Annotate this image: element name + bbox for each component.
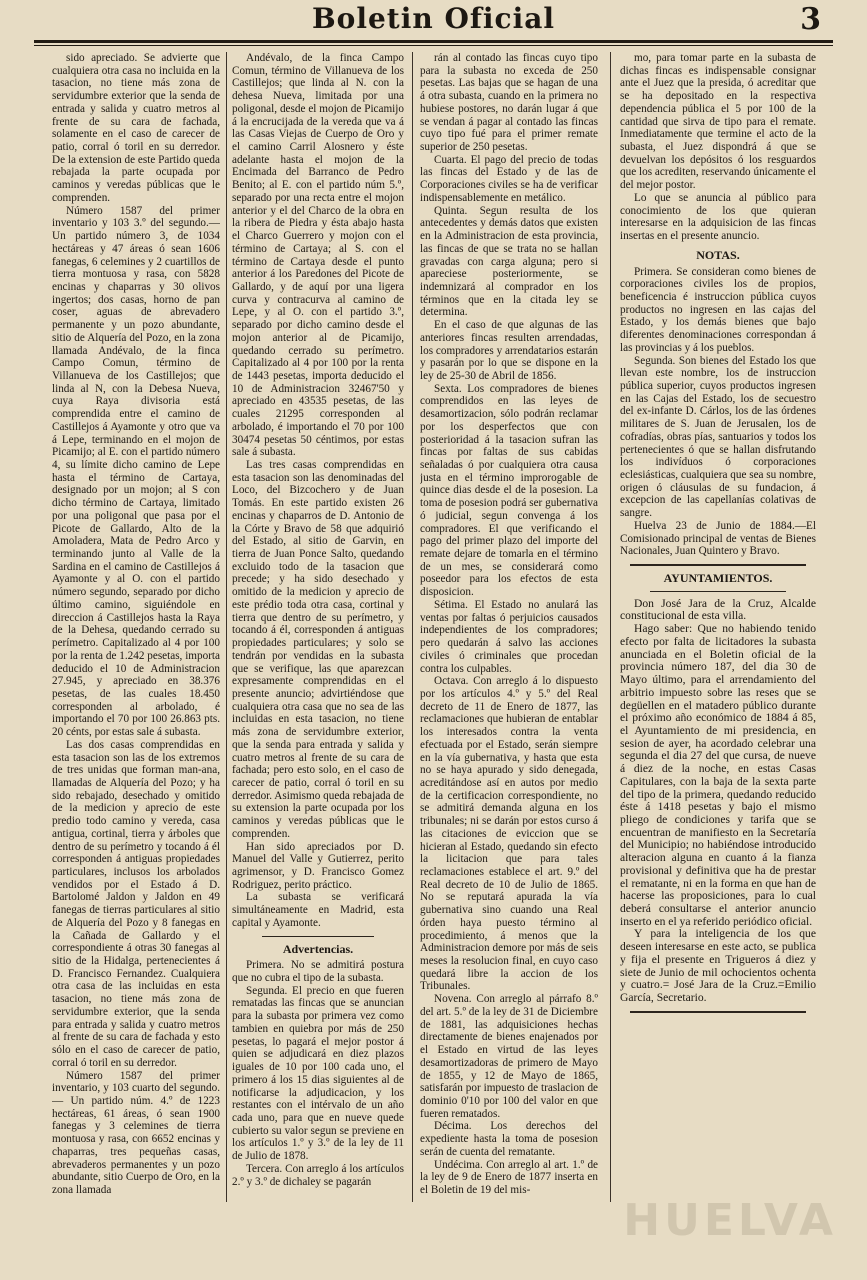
paragraph: Hago saber: Que no habiendo tenido efecto por falta de licitadores la subasta anunciada en el Boletin oficial de la provincia número 187, del dia 30 de Mayo último, para el arrendamiento del arbitrio impuesto sobre las reses que se degüellen en el matadero público durante el próximo año económico de 1884 á 85, el Ayuntamiento de mi presidencia, en sesion de ayer, ha acordado celebrar una segunda el dia 27 del que cursa, de nueve á diez de la noche, en estas Casas Capitulares, con la baja de la sexta parte del tipo de la primera, quedando reducido éste á 1418 pesetas y bajo el mismo pliego de condiciones y tarifa que se encuentran de manifiesto en la Secretaría del Municipio; no habiéndose introducido alteracion alguna en cuanto á la fianza provisional y definitiva que ha de prestar el rematante, ni en la forma en que han de hacerse las proposiciones, para lo cual deberá consultarse el anterior anuncio inserto en el ya referido periódico oficial. [620,622,816,928]
column-divider [412,52,413,1202]
column-3 [420,52,598,1212]
paragraph: Huelva 23 de Junio de 1884.—El Comisionado principal de ventas de Bienes Nacionales, Juan Quintero y Bravo. [620,519,816,558]
paragraph: Quinta. Segun resulta de los antecedentes y demás datos que existen en la Administracion de esta provincia, las fincas de que se trata no se hallan gravadas con carga alguna; pero si apareciese posteriormente, se indemnizará al comprador en los términos que en la citada ley se determina. [420,204,598,319]
section-rule [630,564,806,566]
paragraph: Tercera. Con arreglo á los artículos 2.º y 3.º de dichaley se pagarán [232,1162,404,1188]
paragraph: Y para la inteligencia de los que deseen interesarse en este acto, se publica y fija el presente en Trigueros á diez y siete de Junio de mil ochocientos ochenta y cuatro.= José Jara de la Cruz.=Emilio García, Secretario. [620,927,816,1005]
header-rule [34,40,833,43]
ayuntamientos-section [620,598,816,1005]
paragraph: rán al contado las fincas cuyo tipo para la subasta no exceda de 250 pesetas. Las bajas que se hagan de una á otra subasta, cuando en la primera no hubiese postores, no darán lugar á que se vendan á pagar al contado las fincas cuyo tipo fué para el primer remate superior de 250 pesetas. [420,52,598,154]
paragraph: En el caso de que algunas de las anteriores fincas resulten arrendadas, los compradores y arrendatarios estarán y pasarán por lo que se dispone en la ley de 25-30 de Abril de 1856. [420,319,598,382]
paragraph: Número 1587 del primer inventario y 103 3.º del segundo.—Un partido número 3, de 1034 hectáreas y 47 áreas ó sean 1606 fanegas, 6 celemines y 2 cuartillos de tierra montuosa y rasa, con 5828 encinas y chaparras y 30 olivos ingertos; dos casas, horno de pan coser, aguas de abrevadero permanente y un pozo abundante, sitio de Alquería del Pozo, en la zona llamada Andévalo, de la finca Campo Comun, término de Villanueva de los Castillejos; que linda al N, con la Debesa Nueva, cuya Raya divisoria está comprendida entre el camino de Castillejos á Ayamonte y otro que va á Lepe, terminando en el mojon de Picamijo; al E. con el partido número 4, su límite dicho camino de Lepe hasta el término de Cartaya, designado por un mojon; al S con dicho término de Cartaya, limitado por una poligonal que pasa por el Picote de Gallardo, Alto de la Amoladera, Mata de Pedro Arco y terminando junto al Valle de la Sardina en el camino de Castillejos á Ayamonte y al O. con el partido número segundo, separado por dicho último camino, siguiéndole en direccion á Castillejos hasta la Raya de la Dehesa, quedando cerrado su perímetro. Capitalizado al 4 por 100 por la renta de 1.242 pesetas, importa deducido el 10 de Administracion 27.945, y apreciado en 38.376 pesetas, de las cuales 18.450 corresponden al arbolado, é importando el 70 por 100 26.863 pts. 20 cénts, por estas sale á subasta. [52,204,220,739]
paragraph: mo, para tomar parte en la subasta de dichas fincas es indispensable consignar ante el Juez que la presida, ó acreditar que se ha depositado en la respectiva dependencia pública el 5 por 100 de la cantidad que sirva de tipo para el remate. Inmediatamente que termine el acto de la subasta, el Juez dispondrá á que se devuelvan los depósitos ó los resguardos que los acrediten, reservando únicamente el del mejor postor. [620,52,816,192]
section-rule [650,591,786,592]
paragraph: Novena. Con arreglo al párrafo 8.º del art. 5.º de la ley de 31 de Diciembre de 1881, las adquisiciones hechas directamente de bienes enajenados por el Estado en virtud de las leyes desamortizadoras de primero de Mayo de 1855, y 12 de Mayo de 1865, satisfarán por impuesto de traslacion de dominio 0'10 por 100 del valor en que fueren rematados. [420,993,598,1120]
paragraph: sido apreciado. Se advierte que cualquiera otra casa no incluida en la tasacion, no tiene más zona de servidumbre exterior que la senda de entrada y salida y cuatro metros al frente de su cara de fachada, solamente en el caso de carecer de patio, corral ó toril en su derredor. De la extension de este Partido queda rebajada la parte ocupada por caminos y veredas públicas que le comprenden. [52,52,220,204]
paragraph: Andévalo, de la finca Campo Comun, término de Villanueva de los Castillejos; que linda al N. con la dehesa Nueva, limitada por una poligonal, desde el mojon de Picamijo á la encrucijada de la vereda que va á las Casas Viejas de Cuerpo de Oro y el camino Carril Alosnero y éste adelante hasta el mojon de la Encimada del Barranco de Pedro Benito; al E. con el partido núm 5.º, separado por una recta entre el mojon anterior y el del Charco de la obra en la ribera de Piedra y ésta abajo hasta el Charco Guerrero y mojon con el término de Cartaya; al S. con el término de Cartaya desde el punto anterior á los Paredones del Picote de Gallardo, y de aquí por una ligera curva y contracurva al camino de Lepe, y al O. con el partido 3.º, separado por dicho camino desde el mojon anterior al de Picamijo, quedando cerrado su perímetro. Capitalizado al 4 por 100 por la renta de 1443 pesetas, importa deducido el 10 de Administracion 32467'50 y apreciado en 43535 pesetas, de las cuales 21295 corresponden al arbolado, é importando el 70 por 100 30474 pesetas 50 céntimos, por estas sale á subasta. [232,52,404,459]
paragraph: Han sido apreciados por D. Manuel del Valle y Gutierrez, perito agrimensor, y D. Francisco Gomez Rodriguez, perito práctico. [232,840,404,891]
paragraph: Primera. No se admitirá postura que no cubra el tipo de la subasta. [232,959,404,985]
section-rule [262,936,374,937]
paragraph: Undécima. Con arreglo al art. 1.º de la ley de 9 de Enero de 1877 inserta en el Boletin de 19 del mis- [420,1158,598,1196]
paragraph: Octava. Con arreglo á lo dispuesto por los artículos 4.º y 5.º del Real decreto de 11 de Enero de 1877, las reclamaciones que hubieran de entablar los interesados contra la venta efectuada por el Estado, serán siempre en la vía gubernativa, y hasta que esta no se haya apurado y sido denegada, acreditándose así en autos por medio de la certificacion correspondiente, no se admitirá demanda alguna en los tribunales; ni se darán por estos curso á las citaciones de eviccion que se hicieran al Estado, quedando sin efecto la licitacion que para tales reclamaciones establece el art. 9.º del Real decreto de 10 de Julio de 1865. No se reputará apurada la vía gubernativa sino cuando una Real órden haya puesto término al procedimiento, á menos que la Administracion demore por más de seis meses la resolucion final, en cuyo caso quedará libre la accion de los Tribunales. [420,675,598,993]
paragraph: Lo que se anuncia al público para conocimiento de los que quieran interesarse en la adquisicion de las fincas insertas en el presente anuncio. [620,191,816,243]
advertencias-heading: Advertencias. [282,941,354,956]
paragraph: Sexta. Los compradores de bienes comprendidos en las leyes de desamortizacion, sólo podrán reclamar por los desperfectos que con posterioridad á la tasacion sufran las fincas por faltas de sus cabidas señaladas ó por cualquiera otra causa justa en el término improrogable de quince dias desde el de la posesion. La toma de posesion podrá ser gubernativa ó judicial, segun convenga á los compradores. El que verificando el pago del primer plazo del importe del remate dejare de tomarla en el término de un mes, se considerará como poseedor para los efectos de esta disposicion. [420,382,598,599]
page-number: 3 [800,2,821,37]
column-2 [232,52,404,1212]
ayuntamientos-heading: AYUNTAMIENTOS. [663,571,773,586]
column-divider [610,52,611,1202]
paragraph: Primera. Se consideran como bienes de corporaciones civiles los de propios, beneficencia é instruccion pública cuyos productos no ingresen en las cajas del Estado, y los demás bienes que bajo diferentes denominaciones correspondan á las provincias y á los pueblos. [620,265,816,354]
paragraph: Sétima. El Estado no anulará las ventas por faltas ó perjuicios causados independientes de los compradores; pero quedarán á salvo las acciones civiles ó criminales que procedan contra los culpables. [420,598,598,675]
paragraph: Don José Jara de la Cruz, Alcalde constitucional de esta villa. [620,596,816,623]
paragraph: Número 1587 del primer inventario, y 103 cuarto del segundo.— Un partido núm. 4.º de 1223 hectáreas, 61 áreas, ó sean 1900 fanegas y 3 celemines de tierra montuosa y rasa, con 6652 encinas y chaparras, tres pequeñas casas, abrevaderos permanentes y un pozo abundante, sitio Cuerpo de Oro, en la zona llamada [52,1069,220,1196]
section-rule [630,1011,806,1013]
column-4 [620,52,816,1212]
paragraph: La subasta se verificará simultáneamente en Madrid, esta capital y Ayamonte. [232,891,404,929]
paragraph: Segunda. El precio en que fueren rematadas las fincas que se anuncian para la subasta por primera vez como tambien en quiebra por más de 250 pesetas, lo pagará el mejor postor á quien se adjudicará en diez plazos iguales de 10 por 100 cada uno, el primero á los 15 dias siguientes al de notificarse la adjudicacion, y los restantes con el intérvalo de un año cada uno, para que en nueve quede cubierto su valor segun se previene en los artículos 1.º y 3.º de la ley de 11 de Julio de 1878. [232,984,404,1163]
masthead-title: Boletin Oficial [311,2,555,35]
column-1 [52,52,220,1212]
notas-heading: NOTAS. [696,247,740,262]
archive-watermark: HUELVA [623,1195,837,1246]
paragraph: Décima. Los derechos del expediente hasta la toma de posesion serán de cuenta del rematante. [420,1120,598,1158]
paragraph: Las tres casas comprendidas en esta tasacion son las denominadas del Loco, del Bizcochero y de Juan Tomás. En este partido existen 26 encinas y chaparros de D. Antonio de la Córte y Bravo de 58 que adquirió del Estado, al sitio de Garvin, en tierra de Juan Ponce Salto, quedando excluido todo de la tasacion que precede; y ha sido desechado y omitido de la medicion y aprecio de este prédio toda otra casa, cortinal y tierra que dentro de su perímetro, y tocando á él, corresponden á antiguas propiedades particulares; y solo se tendrán por vendidas en la subasta que se verifique, las que aparezcan expresamente comprendidas en el presente anuncio; advirtiéndose que cualquiera otra casa que no sea de las incluidas en esta tasacion, no tiene más zona de servidumbre exterior, que la senda para entrada y salida y cuatro metros al frente de su cara de fachada; pero esto solo, en el caso de carecer de patio, corral ó toril en su derredor. Asimismo queda rebajada de su extension la parte ocupada por los caminos y veredas públicas que le comprenden. [232,459,404,840]
paragraph: Segunda. Son bienes del Estado los que llevan este nombre, los de instruccion pública superior, cuyos productos ingresen en las Cajas del Estado, los de secuestro del ex-infante D. Cárlos, los de las órdenes militares de S. Juan de Jerusalen, los de cofradías, obras pías, santuarios y todos los pertenecientes ó que se hallan disfrutando los indivíduos ó corporaciones eclesiásticas, cualquiera que sea su nombre, origen ó cláusulas de su fundacion, á excepcion de las capellanías colativas de sangre. [620,354,816,520]
paragraph: Cuarta. El pago del precio de todas las fincas del Estado y de las de Corporaciones civiles se ha de verificar indispensablemente en metálico. [420,153,598,204]
header-rule-thin [34,45,833,46]
column-divider [226,52,227,1202]
paragraph: Las dos casas comprendidas en esta tasacion son las de los extremos de tres unidas que forman man-ana, llamadas de Alquería del Pozo; y ha sido rebajado, desechado y omitido de la medicion y aprecio de este predio todo camino y vereda, casa antigua, cortinal, tierra y árboles que dentro de su perímetro y tocando á él corresponden á antiguas propiedades particulares, inclusos los arbolados vendidos por el Estado á D. Bartolomé Jaldon y Jaldon en 49 fanegas de tierras particulares al sitio de Alquería del Pozo y 8 fanegas en la Cañada de Gallardo y el correspondiente á otras 30 fanegas al sitio de la Hidalga, pertenecientes á D. Francisco Fernandez. Cualquiera otra casa de las incluidas en esta tasacion, no tiene más zona de servidumbre exterior, que la senda para entrada y salida y cuatro metros al frente de su cara de fachada y esto sólo en el caso de carecer de patio, corral ó toril en su derredor. [52,738,220,1069]
